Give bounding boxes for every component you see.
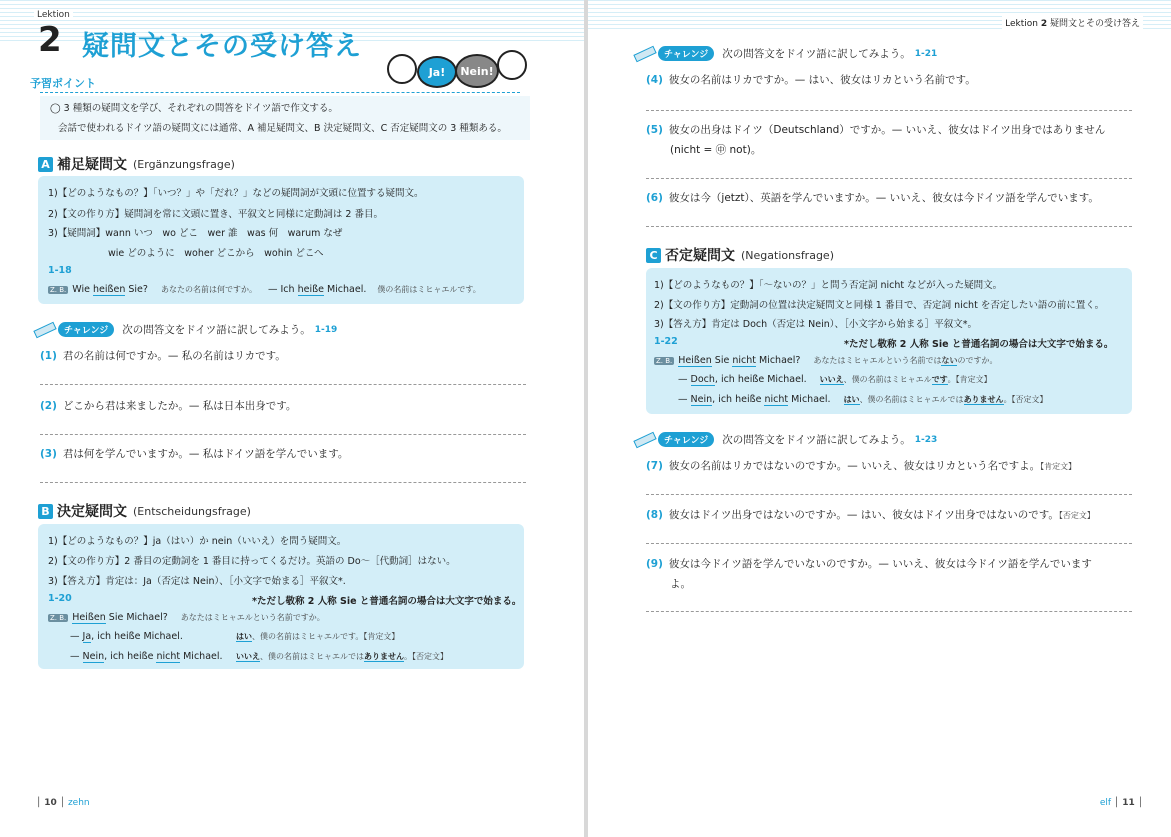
page-word: zehn <box>67 798 90 808</box>
ex-translation-part: ありません <box>963 395 1004 404</box>
answer-line[interactable] <box>646 178 1132 179</box>
note: *ただし敬称 2 人称 Sie と普通名詞の場合は大文字で始まる。 <box>844 339 1114 350</box>
question-number: (7) <box>646 460 663 472</box>
ex-text: , ich heiße <box>104 651 157 662</box>
question-text: 彼女は今ドイツ語を学んでいないのですか。— いいえ、彼女は今ドイツ語を学んでいます <box>668 558 1092 570</box>
zb-badge: Z. B. <box>50 614 67 622</box>
example-translation <box>236 631 399 642</box>
rule-line: 1)【どのようなもの？】「いつ？」や「だれ？」などの疑問詞が文頭に位置する疑問文。 <box>48 188 424 199</box>
ex-text: — <box>678 394 691 405</box>
question-9 <box>646 556 1092 571</box>
question-text: 彼女の出身はドイツ（Deutschland）ですか。— いいえ、彼女はドイツ出身ではありません <box>668 124 1106 136</box>
section-b-heading <box>38 501 251 521</box>
question-3 <box>40 446 348 461</box>
prep-text-2: 会話で使われるドイツ語の疑問文には通常、A 補足疑問文、B 決定疑問文、C 否定疑問文の 3 種類ある。 <box>58 123 507 134</box>
challenge-tag: チャレンジ <box>658 46 714 61</box>
ex-translation-part: あなたはミヒャエルという名前では <box>813 356 942 365</box>
answer-line[interactable] <box>646 110 1132 111</box>
ex-translation-part: はい <box>843 395 860 404</box>
zb-badge: Z. B. <box>50 286 67 294</box>
question-text: 彼女は今（jetzt）、英語を学んでいますか。— いいえ、彼女は今ドイツ語を学んでいます。 <box>668 192 1099 204</box>
page-footer: │ 10 │ zehn <box>36 798 90 808</box>
question-continued: よ。 <box>670 578 691 590</box>
rule-line: 2)【文の作り方】定動詞の位置は決定疑問文と同様 1 番目で、否定詞 nicht を否定したい語の前に置く。 <box>654 300 1105 311</box>
question-number: (9) <box>646 558 663 570</box>
challenge-text: 次の問答文をドイツ語に訳してみよう。 <box>122 324 311 336</box>
ex-translation: あなたはミヒャエルという名前ですか。 <box>180 613 325 622</box>
ex-translation: はい <box>236 632 252 641</box>
question-number: (6) <box>646 192 663 204</box>
ex-translation <box>813 356 997 365</box>
section-subtitle: (Ergänzungsfrage) <box>133 157 235 171</box>
ex-translation-part: ない <box>941 356 958 365</box>
question-text: 君は何を学んでいますか。— 私はドイツ語を学んでいます。 <box>62 448 349 460</box>
running-number: 2 <box>1040 19 1048 29</box>
prep-text-1: ◯ 3 種類の疑問文を学び、それぞれの問答をドイツ語で作文する。 <box>50 103 338 114</box>
ex-text: Michael. <box>180 651 223 662</box>
page-word: elf <box>1099 798 1112 808</box>
answer-line[interactable] <box>646 543 1132 544</box>
challenge-tag: チャレンジ <box>658 432 714 447</box>
question-number: (8) <box>646 509 663 521</box>
answer-line[interactable] <box>40 434 526 435</box>
question-1 <box>40 348 286 363</box>
section-title: 決定疑問文 <box>57 504 127 520</box>
question-text: 彼女はドイツ出身ではないのですか。— はい、彼女はドイツ出身ではないのです。 <box>668 509 1059 521</box>
audio-track: 1-23 <box>914 434 938 445</box>
lesson-title: 疑問文とその受け答え <box>82 31 362 62</box>
ex-answer-word: Doch <box>690 374 715 385</box>
challenge-text: 次の問答文をドイツ語に訳してみよう。 <box>722 434 911 446</box>
question-6 <box>646 190 1099 205</box>
section-c-heading <box>646 245 834 265</box>
question-text: 彼女の名前はリカではないのですか。— いいえ、彼女はリカという名ですよ。 <box>668 460 1041 472</box>
section-a-heading <box>38 154 235 174</box>
pencil-icon <box>633 45 656 62</box>
answer-line[interactable] <box>646 226 1132 227</box>
ex-text: Sie Michael? <box>105 612 168 623</box>
question-number: (3) <box>40 448 57 460</box>
question-tag: 【否定文】 <box>1058 511 1095 520</box>
ex-translation <box>844 394 1048 405</box>
running-header <box>1002 16 1143 29</box>
section-title: 否定疑問文 <box>665 248 735 264</box>
example-translation <box>236 651 448 662</box>
challenge-heading <box>634 432 937 447</box>
nein-bubble: Nein! <box>455 54 499 88</box>
rule-line: 3)【答え方】肯定は：Ja（否定は Nein）、［小文字で始まる］平叙文*. <box>48 576 346 587</box>
challenge-tag: チャレンジ <box>58 322 114 337</box>
ex-answer-word: Nein <box>82 651 105 662</box>
question-text: 彼女の名前はリカですか。— はい、彼女はリカという名前です。 <box>668 74 976 86</box>
rule-line: 2)【文の作り方】疑問詞を常に文頭に置き、平叙文と同様に定動詞は 2 番目。 <box>48 209 383 220</box>
example-line <box>70 631 183 642</box>
answer-line[interactable] <box>646 611 1132 612</box>
ex-text: , ich heiße Michael. <box>714 374 807 385</box>
section-subtitle: (Negationsfrage) <box>741 248 834 262</box>
rule-line: 1)【どのようなもの？】「～ないの？」と問う否定詞 nicht などが入った疑問文。 <box>654 280 1003 291</box>
rule-line: 3)【答え方】肯定は Doch（否定は Nein）、［小文字から始まる］平叙文*。 <box>654 319 978 330</box>
ex-translation: 僕の名前はミヒャエルです。 <box>377 285 481 294</box>
ex-translation: いいえ <box>236 652 260 661</box>
ex-text: — <box>70 631 83 642</box>
section-title: 補足疑問文 <box>57 157 127 173</box>
ex-verb: heißen <box>92 284 126 295</box>
answer-line[interactable] <box>40 384 526 385</box>
ex-translation-part: のですか。 <box>957 356 998 365</box>
right-page <box>588 0 1171 837</box>
page-number: 11 <box>1122 798 1135 808</box>
pencil-icon <box>633 431 656 448</box>
question-text: どこから君は来ましたか。— 私は日本出身です。 <box>62 400 297 412</box>
cartoon-face-icon <box>387 54 417 84</box>
ex-translation-part: です <box>931 375 948 384</box>
audio-track: 1-20 <box>48 593 72 604</box>
question-8 <box>646 507 1095 522</box>
ex-text: Michael? <box>755 355 801 366</box>
ex-negation: nicht <box>732 355 756 366</box>
example-line <box>48 612 325 623</box>
running-title: 疑問文とその受け答え <box>1049 19 1140 29</box>
ex-text: Michael. <box>788 394 831 405</box>
divider <box>40 92 520 93</box>
question-tag: 【肯定文】 <box>1040 462 1077 471</box>
example-line <box>678 394 1048 405</box>
example-line <box>70 651 223 662</box>
question-number: (4) <box>646 74 663 86</box>
challenge-heading <box>634 46 937 61</box>
rule-line: 1)【どのようなもの？】ja（はい）か nein（いいえ）を問う疑問文。 <box>48 536 347 547</box>
question-2 <box>40 398 296 413</box>
question-note: (nicht = ㊥ not)。 <box>670 144 762 156</box>
ex-translation <box>820 374 992 385</box>
ex-translation-part: 。【肯定文】 <box>947 375 992 384</box>
ex-translation-part: いいえ <box>819 375 844 384</box>
question-text: 君の名前は何ですか。— 私の名前はリカです。 <box>62 350 286 362</box>
question-number: (2) <box>40 400 57 412</box>
ex-text: Michael. <box>323 284 367 295</box>
section-letter: C <box>646 248 661 263</box>
running-lektion: Lektion <box>1005 19 1038 29</box>
zb-badge: Z. B. <box>656 357 673 365</box>
ex-translation: 、僕の名前はミヒャエルです。【肯定文】 <box>252 632 400 641</box>
answer-line[interactable] <box>40 482 526 483</box>
left-page <box>0 0 584 837</box>
question-number: (1) <box>40 350 57 362</box>
rule-line: 2)【文の作り方】2 番目の定動詞を 1 番目に持ってくるだけ。英語の Do～［代動詞］はない。 <box>48 556 456 567</box>
pencil-icon <box>33 321 56 338</box>
challenge-heading <box>34 322 337 337</box>
rule-line: 3)【疑問詞】wann いつ wo どこ wer 誰 was 何 warum なぜ <box>48 228 343 239</box>
audio-track: 1-21 <box>914 48 938 59</box>
ex-translation: あなたの名前は何ですか。 <box>160 285 257 294</box>
audio-track: 1-19 <box>314 324 338 335</box>
question-5 <box>646 122 1105 137</box>
ex-translation: 。【否定文】 <box>404 652 448 661</box>
section-letter: B <box>38 504 53 519</box>
ex-text: — <box>70 651 83 662</box>
ex-answer-word: Ja <box>82 631 92 642</box>
answer-line[interactable] <box>646 494 1132 495</box>
ex-text: Wie <box>72 284 93 295</box>
ex-answer-word: Nein <box>690 394 713 405</box>
audio-track: 1-18 <box>48 265 72 276</box>
ex-text: , ich heiße <box>712 394 765 405</box>
lektion-label: Lektion <box>34 10 73 20</box>
cartoon-face-icon <box>497 50 527 80</box>
rule-line: wie どのように woher どこから wohin どこへ <box>108 248 324 259</box>
note: *ただし敬称 2 人称 Sie と普通名詞の場合は大文字で始まる。 <box>252 596 522 607</box>
lesson-number: 2 <box>38 20 62 60</box>
prep-heading: 予習ポイント <box>30 77 96 90</box>
example-line <box>678 374 992 385</box>
example-line <box>654 355 997 366</box>
ex-text: , ich heiße Michael. <box>91 631 183 642</box>
ex-text: — <box>678 374 691 385</box>
ex-translation-part: 、僕の名前はミヒャエルでは <box>859 395 964 404</box>
ex-negation: nicht <box>156 651 181 662</box>
section-letter: A <box>38 157 53 172</box>
ja-bubble: Ja! <box>417 56 457 88</box>
ex-text: Sie <box>711 355 733 366</box>
section-subtitle: (Entscheidungsfrage) <box>133 504 251 518</box>
ex-text: — Ich <box>267 284 298 295</box>
ex-verb: heiße <box>297 284 324 295</box>
ex-translation: ありません <box>364 652 404 661</box>
ex-negation: nicht <box>764 394 789 405</box>
ex-text: Sie? <box>125 284 148 295</box>
ex-translation-part: 、僕の名前はミヒャエル <box>843 375 932 384</box>
question-7 <box>646 458 1076 473</box>
challenge-text: 次の問答文をドイツ語に訳してみよう。 <box>722 48 911 60</box>
page-number: 10 <box>44 798 57 808</box>
audio-track: 1-22 <box>654 336 678 347</box>
ex-translation: 、僕の名前はミヒャエルでは <box>260 652 364 661</box>
question-number: (5) <box>646 124 663 136</box>
ex-verb: Heißen <box>72 612 106 623</box>
example-line <box>48 284 481 295</box>
question-4 <box>646 72 976 87</box>
ex-verb: Heißen <box>678 355 712 366</box>
ex-translation-part: 。【否定文】 <box>1003 395 1048 404</box>
page-footer: elf │ 11 │ <box>1099 798 1143 808</box>
